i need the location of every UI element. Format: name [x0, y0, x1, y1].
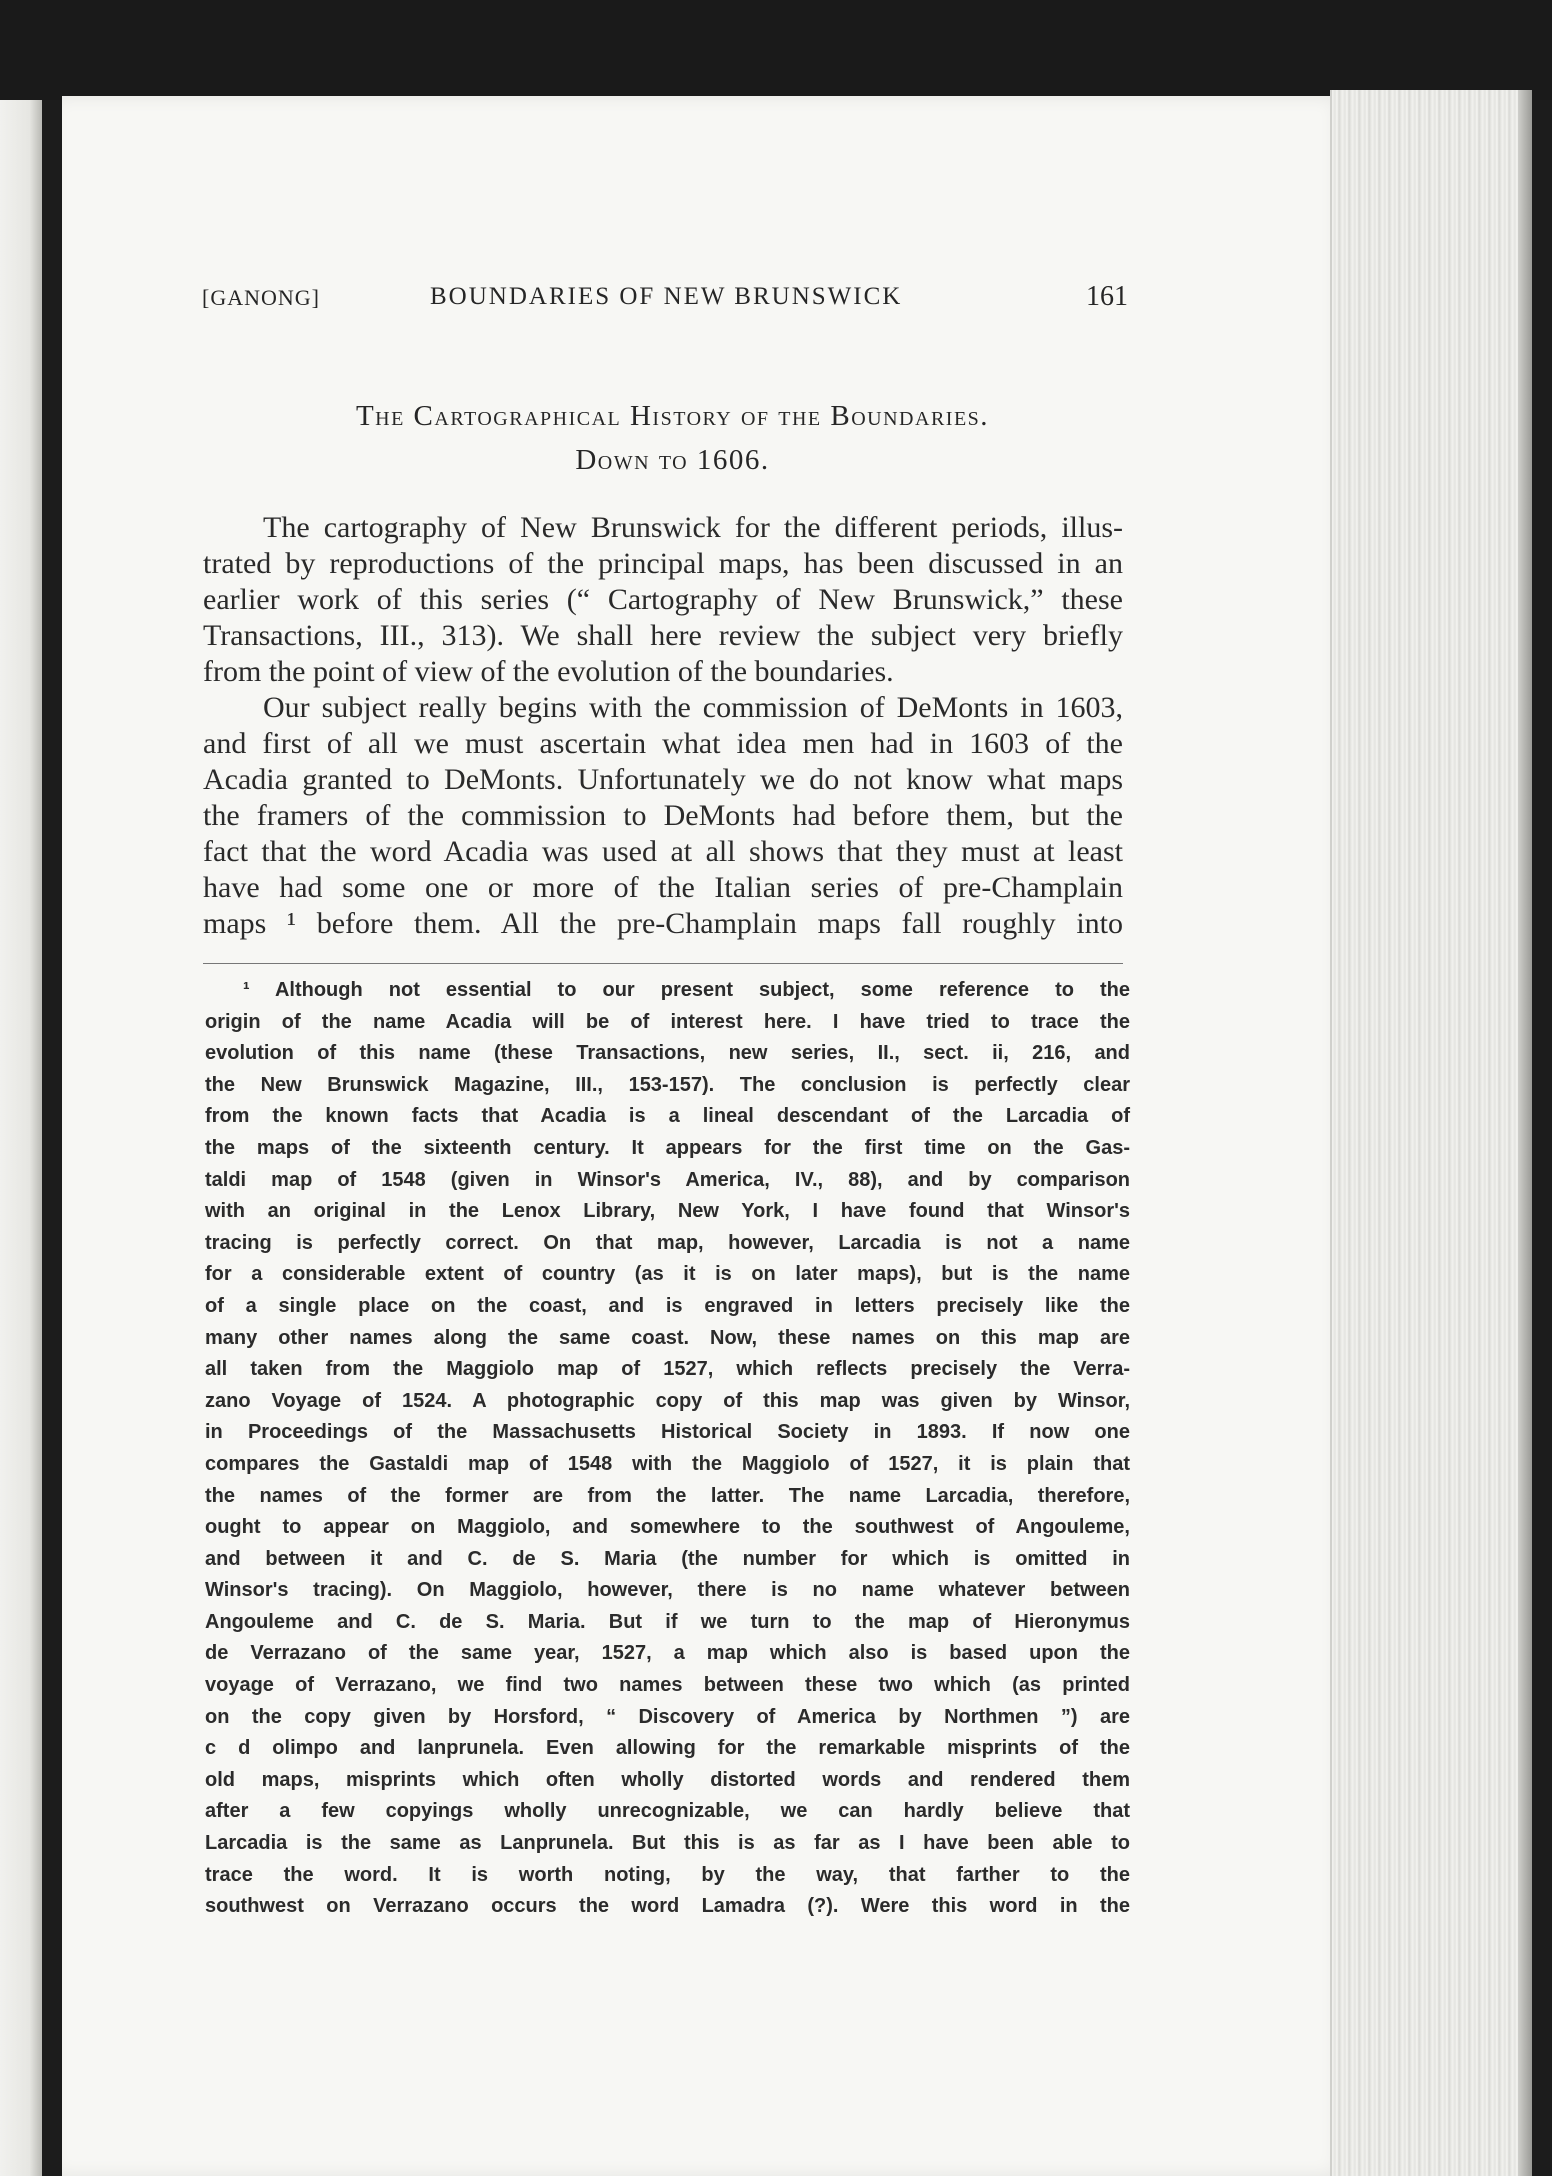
body-line: The cartography of New Brunswick for the different periods, illus- [263, 511, 1123, 544]
footnote-line: Winsor's tracing). On Maggiolo, however, there is no name whatever between [205, 1579, 1130, 1602]
body-line: maps ¹ before them. All the pre-Champlain maps fall roughly into [203, 907, 1123, 940]
footnote-line: zano Voyage of 1524. A photographic copy of this map was given by Winsor, [205, 1389, 1130, 1412]
footnote-line: the names of the former are from the latter. The name Larcadia, therefore, [205, 1484, 1130, 1507]
page-stack-edges [1330, 90, 1532, 2176]
body-line: the framers of the commission to DeMonts had before them, but the [203, 799, 1123, 832]
footnote-rule [203, 963, 1123, 964]
footnote-line: southwest on Verrazano occurs the word Lamadra (?). Were this word in the [205, 1895, 1130, 1918]
footnote-line: of a single place on the coast, and is engraved in letters precisely like the [205, 1294, 1130, 1317]
footnote-line: ¹ Although not essential to our present subject, some reference to the [243, 979, 1130, 1001]
footnote-line: in Proceedings of the Massachusetts Historical Society in 1893. If now one [205, 1421, 1130, 1444]
footnote-line: all taken from the Maggiolo map of 1527, which reflects precisely the Verra- [205, 1358, 1130, 1381]
footnote-line: taldi map of 1548 (given in Winsor's America, IV., 88), and by comparison [205, 1168, 1130, 1191]
footnote-line: evolution of this name (these Transactions, new series, II., sect. ii, 216, and [205, 1042, 1130, 1065]
footnote-line: and between it and C. de S. Maria (the number for which is omitted in [205, 1547, 1130, 1570]
section-subheading: Down to 1606. [575, 444, 770, 476]
footnote-line: origin of the name Acadia will be of interest here. I have tried to trace the [205, 1010, 1130, 1033]
footnote-line: trace the word. It is worth noting, by the way, that farther to the [205, 1863, 1130, 1886]
footnote-line: with an original in the Lenox Library, New York, I have found that Winsor's [205, 1200, 1130, 1223]
footnote-line: on the copy given by Horsford, “ Discovery of America by Northmen ”) are [205, 1705, 1130, 1728]
body-line: and first of all we must ascertain what idea men had in 1603 of the [203, 727, 1123, 760]
body-text [203, 510, 1123, 942]
body-line: fact that the word Acadia was used at all shows that they must at least [203, 835, 1123, 868]
footnote-line: c d olimpo and lanprunela. Even allowing for the remarkable misprints of the [205, 1737, 1130, 1760]
body-line: have had some one or more of the Italian series of pre-Champlain [203, 871, 1123, 904]
running-head-title: BOUNDARIES OF NEW BRUNSWICK [430, 283, 903, 310]
body-line: earlier work of this series (“ Cartography of New Brunswick,” these [203, 583, 1123, 616]
section-heading: The Cartographical History of the Boundaries. [355, 400, 990, 432]
footnote-line: from the known facts that Acadia is a lineal descendant of the Larcadia of [205, 1105, 1130, 1128]
page-number: 161 [1086, 281, 1128, 312]
footnote-line: Larcadia is the same as Lanprunela. But this is as far as I have been able to [205, 1832, 1130, 1855]
body-line: Transactions, III., 313). We shall here review the subject very briefly [203, 619, 1123, 652]
footnote-line: for a considerable extent of country (as it is on later maps), but is the name [205, 1263, 1130, 1286]
running-head-author: [GANONG] [202, 285, 320, 310]
body-line: trated by reproductions of the principal maps, has been discussed in an [203, 547, 1123, 580]
footnote-line: ought to appear on Maggiolo, and somewhere to the southwest of Angouleme, [205, 1516, 1130, 1539]
scan-top-margin [0, 0, 1552, 100]
body-line: Our subject really begins with the commission of DeMonts in 1603, [263, 691, 1123, 724]
footnote-line: voyage of Verrazano, we find two names between these two which (as printed [205, 1674, 1130, 1697]
footnote-line: the New Brunswick Magazine, III., 153-157). The conclusion is perfectly clear [205, 1073, 1130, 1096]
footnote-line: many other names along the same coast. Now, these names on this map are [205, 1326, 1130, 1349]
footnote-line: old maps, misprints which often wholly distorted words and rendered them [205, 1768, 1130, 1791]
footnote [205, 975, 1130, 1923]
footnote-line: the maps of the sixteenth century. It appears for the first time on the Gas- [205, 1136, 1130, 1159]
body-line: from the point of view of the evolution of the boundaries. [203, 655, 894, 688]
footnote-line: tracing is perfectly correct. On that map, however, Larcadia is not a name [205, 1231, 1130, 1254]
footnote-line: de Verrazano of the same year, 1527, a map which also is based upon the [205, 1642, 1130, 1665]
footnote-line: compares the Gastaldi map of 1548 with the Maggiolo of 1527, it is plain that [205, 1452, 1130, 1475]
body-line: Acadia granted to DeMonts. Unfortunately we do not know what maps [203, 763, 1123, 796]
footnote-line: Angouleme and C. de S. Maria. But if we turn to the map of Hieronymus [205, 1610, 1130, 1633]
footnote-line: after a few copyings wholly unrecognizable, we can hardly believe that [205, 1800, 1130, 1823]
